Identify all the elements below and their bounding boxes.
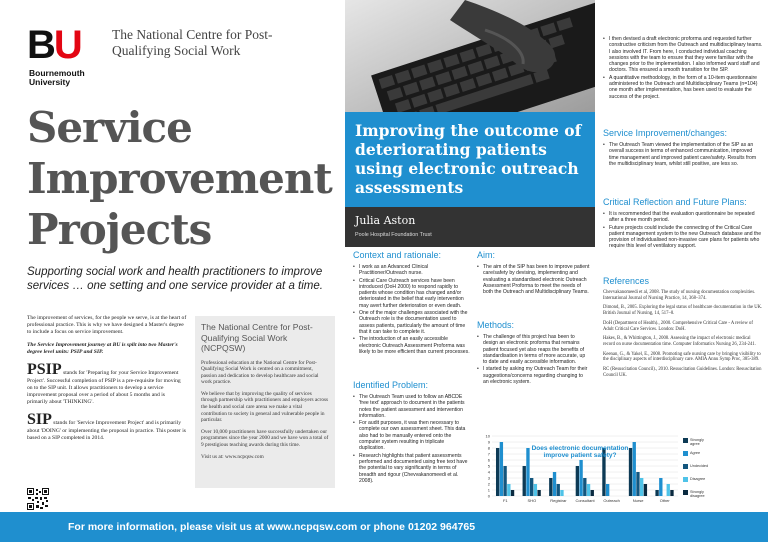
poster-title: Improving the outcome of deteriorating patients using electronic outreach assessments: [355, 121, 582, 197]
ncpqsw-website-link[interactable]: Visit us at: www.ncpqsw.com: [201, 453, 264, 460]
bu-logo: [27, 25, 107, 95]
ncpqsw-info-box: The National Centre for Post-Qualifying Social Work (NCPQSW) Professional education at the National Centre for Post-Qualifying Social Work is centred on a commitment, passion and dedication to develop healthcare and social work practice. We believe that by improving the quality of services through partnership with practitioners and employers across the health and social care arena we make a vital contribution to society in general and vulnerable people in particular. Over 10,000 practitioners have successfully undertaken our programmes since the year 2000 and we have won a total of 9 prestigious teaching awards during this time. Visit us at: www.ncpqsw.com: [195, 316, 335, 488]
x-tick-label: SHO: [527, 498, 537, 503]
x-tick-label: Other: [659, 498, 670, 503]
list-item: • A quantitative methodology, in the form of a 10-item questionnaire administered to the Outreach and Multidisciplinary Teams (n=104) one month after implementation, has been used to evaluate the success of the project.: [603, 75, 763, 100]
legend-label: Strongly agree: [690, 438, 704, 446]
list-item: • The Outreach Team viewed the implementation of the SIP as an overall success in terms of enhanced communication, improved time management and improved patient care/safety. Results from the multidisciplinary team, whilst still positive, are less so.: [603, 142, 763, 167]
intro-highlight: The Service Improvement journey at BU is split into two Master's degree level units: PSIP and SIP.: [27, 342, 178, 355]
reference-item: Dimond, B., 2005. Exploring the legal status of healthcare documentation in the UK. British Journal of Nursing, 14, 517–8.: [603, 305, 763, 317]
x-tick-label: F1: [502, 498, 508, 503]
section-heading: Identified Problem:: [353, 380, 429, 390]
sip-description: SIP stands for 'Service Improvement Project' and is primarily about 'DOING' or implementing the proposal in practice. This poster is based on a SIP completed in 2014.: [27, 411, 186, 441]
intro-paragraph: The improvement of services, for the people we serve, is at the heart of professional practice. This is why we have designed a Master's degree to include a focus on service improvement.: [27, 315, 187, 335]
list-item: • The introduction of an easily accessible electronic Outreach Assessment Proforma was likely to be more efficient than current processes.: [353, 336, 470, 355]
x-tick-label: Consultant: [575, 498, 595, 503]
bar: [553, 472, 556, 496]
bullet-list: [477, 334, 590, 385]
bullet-list: [477, 264, 590, 295]
bar: [557, 484, 560, 496]
bar: [560, 490, 563, 496]
intro-text: [27, 315, 187, 448]
list-item: • I work as an Advanced Clinical Practitioner/Outreach nurse.: [353, 264, 470, 277]
y-tick-label: 5: [487, 463, 490, 469]
bar: [576, 466, 579, 496]
reference-item: RC (Resuscitation Council)., 2010. Resuscitation Guidelines. London: Resuscitation Council UK.: [603, 367, 762, 378]
chart-y-ticks: [486, 434, 491, 499]
ncpqsw-heading: The National Centre for Post-Qualifying Social Work (NCPQSW): [201, 322, 313, 353]
section-heading: Critical Reflection and Future Plans:: [603, 197, 747, 207]
y-tick-label: 4: [487, 469, 490, 475]
bar: [583, 478, 586, 496]
bar: [503, 466, 506, 496]
y-tick-label: 10: [485, 433, 490, 439]
bar: [523, 466, 526, 496]
footer-bar: [0, 512, 768, 542]
y-tick-label: 6: [487, 457, 490, 463]
author-organisation: Poole Hospital Foundation Trust: [355, 232, 432, 238]
chart-title-line: improve patient safety?: [543, 452, 617, 459]
footer-contact-text: For more information, please visit us at www.ncpqsw.com or phone 01202 964765: [68, 521, 476, 533]
list-item: • I started by asking my Outreach Team for their suggestions/concerns regarding changing to an electronic system.: [477, 366, 590, 385]
list-item: • Future projects could include the connecting of the Critical Care patient management system to the new Outreach database and the provision of individualised non-invasive care plans for patients who require this level of ventilatory support.: [603, 225, 763, 250]
identified-problem-section: [353, 380, 470, 485]
x-tick-label: Outreach: [603, 498, 620, 503]
bar: [500, 442, 503, 496]
y-tick-label: 8: [487, 445, 490, 451]
methods-section: [477, 320, 590, 386]
bullet-list: [353, 394, 470, 484]
context-section: [353, 250, 470, 356]
bullet-list: [603, 142, 763, 167]
centre-title: The National Centre for Post-Qualifying Social Work: [112, 27, 273, 58]
bar: [507, 484, 510, 496]
bu-logo-letters: BU: [27, 23, 81, 67]
y-tick-label: 7: [487, 451, 490, 457]
y-tick-label: 9: [487, 439, 490, 445]
section-heading: Context and rationale:: [353, 250, 442, 260]
section-heading: Aim:: [477, 250, 495, 260]
list-item: • The aim of the SIP has been to improve patient care/safety by devising, implementing and evaluating a standardised electronic Outreach Assessment Proforma to meet the needs of both the Outreach and Multidisciplinary Teams.: [477, 264, 590, 295]
keyboard-hand-illustration: [345, 0, 595, 120]
psip-acronym: PSIP: [27, 361, 62, 378]
tagline: Supporting social work and health practitioners to improve services … one setting and one service provider at a time.: [27, 266, 323, 292]
list-item: • I then devised a draft electronic proforma and requested further constructive criticism from the Outreach and multidisciplinary teams. I also involved IT. From here, I conducted individual coaching sessions with the team to ensure that they were familiar with the changes prior to the implementation. I also informed ward staff and doctors. This ensured a smooth transition for the SIP.: [603, 36, 763, 74]
author-name: Julia Aston: [355, 214, 416, 227]
improvement-section: [603, 128, 763, 168]
section-heading: Service Improvement/changes:: [603, 128, 728, 138]
references-section: [603, 276, 763, 382]
list-item: • Research highlights that patient assessments performed and documented using free text have the potential to vary significantly in terms of breadth and rigour (Chevvakanomeedi et al. 2008).: [353, 453, 470, 484]
bullet-list: [603, 211, 763, 250]
bu-logo-name: Bournemouth University: [29, 68, 85, 87]
legend-label: Strongly disagree: [690, 490, 705, 498]
bar: [526, 448, 529, 496]
qr-code-icon[interactable]: [27, 488, 49, 510]
bullet-list: [353, 264, 470, 355]
y-tick-label: 3: [487, 475, 490, 481]
critical-reflection-section: [603, 197, 763, 251]
y-tick-label: 1: [487, 487, 490, 493]
x-tick-label: Nurse: [632, 498, 644, 503]
bar: [579, 460, 582, 496]
bar: [511, 490, 514, 496]
list-item: • The Outreach Team used to follow an ABCDE 'free text' approach to document in the patients notes the patient assessment and intervention information.: [353, 394, 470, 419]
y-tick-label: 0: [487, 493, 490, 499]
keyboard-photo: [345, 0, 595, 120]
legend-label: Disagree: [690, 477, 706, 481]
y-tick-label: 2: [487, 481, 490, 487]
bar: [530, 478, 533, 496]
list-item: • The challenge of this project has been to design an electronic proforma that remains patient focused yet also reaps the benefits of standardisation in terms of more accurate, up to date and easily accessible information.: [477, 334, 590, 365]
poster-title-banner: [345, 112, 595, 207]
methods-continued: [603, 36, 763, 101]
bar: [549, 478, 552, 496]
reference-item: DoH (Department of Health)., 2000. Comprehensive Critical Care - A review of Adult Critical Care Services. London: DoH.: [603, 320, 753, 332]
bar: [591, 490, 594, 496]
author-banner: [345, 207, 595, 247]
legend-label: Agree: [690, 451, 701, 455]
chart-title-line: Does electronic documentation: [531, 445, 629, 452]
bullet-list: [603, 36, 763, 100]
page-title: Service Improvement Projects: [27, 103, 332, 254]
list-item: • It is recommended that the evaluation questionnaire be repeated after a three month period.: [603, 211, 763, 224]
bar: [534, 484, 537, 496]
x-tick-label: Registrar: [550, 498, 567, 503]
reference-item: Hakes, B., & Whittington, J., 2008. Assessing the impact of electronic medical record on nurse documentation time. Computer Informatics Nursing 26, 234-241.: [603, 336, 756, 347]
sip-acronym: SIP: [27, 411, 52, 428]
list-item: • One of the major challenges associated with the Outreach role is the documentation used to assess patients, particularly the amount of time that it can take to complete it.: [353, 310, 470, 335]
section-heading: Methods:: [477, 320, 515, 330]
reference-item: Keenan, G., & Yakel, E., 2008. Promoting safe nursing care by bringing visibility to the disciplinary aspects of interdisciplinary care. AMIA Annu Symp Proc, 385-389.: [603, 351, 761, 363]
bar: [496, 448, 499, 496]
list-item: • For audit purposes, it was then necessary to complete our own assessment sheet. This data also had to be manually entered onto the computer system resulting in triplicate duplication.: [353, 420, 470, 451]
psip-description: PSIP stands for 'Preparing for your Service Improvement Project'. Successful completion of PSIP is a pre-requisite for moving on to the SIP unit. It allows practitioners to develop a service improvement proposal over a period of about 5 months and is primarily about 'THINKING'.: [27, 361, 181, 405]
legend-label: Undecided: [690, 464, 709, 468]
aim-section: [477, 250, 590, 296]
right-column: [595, 0, 768, 512]
section-heading: References: [603, 276, 650, 286]
bar: [587, 484, 590, 496]
left-column: [0, 0, 345, 512]
reference-item: Chevvakanomeedi et al, 2008. The study of nursing documentation complexities. International Journal of Nursing Practice, 14, 368–374.: [603, 290, 756, 301]
list-item: • Critical Care Outreach services have been introduced (DoH 2000) to respond rapidly to patients whose condition has changed and/or deteriorated in the belief that early intervention may avert further deterioration or even death.: [353, 278, 470, 309]
bar: [537, 490, 540, 496]
